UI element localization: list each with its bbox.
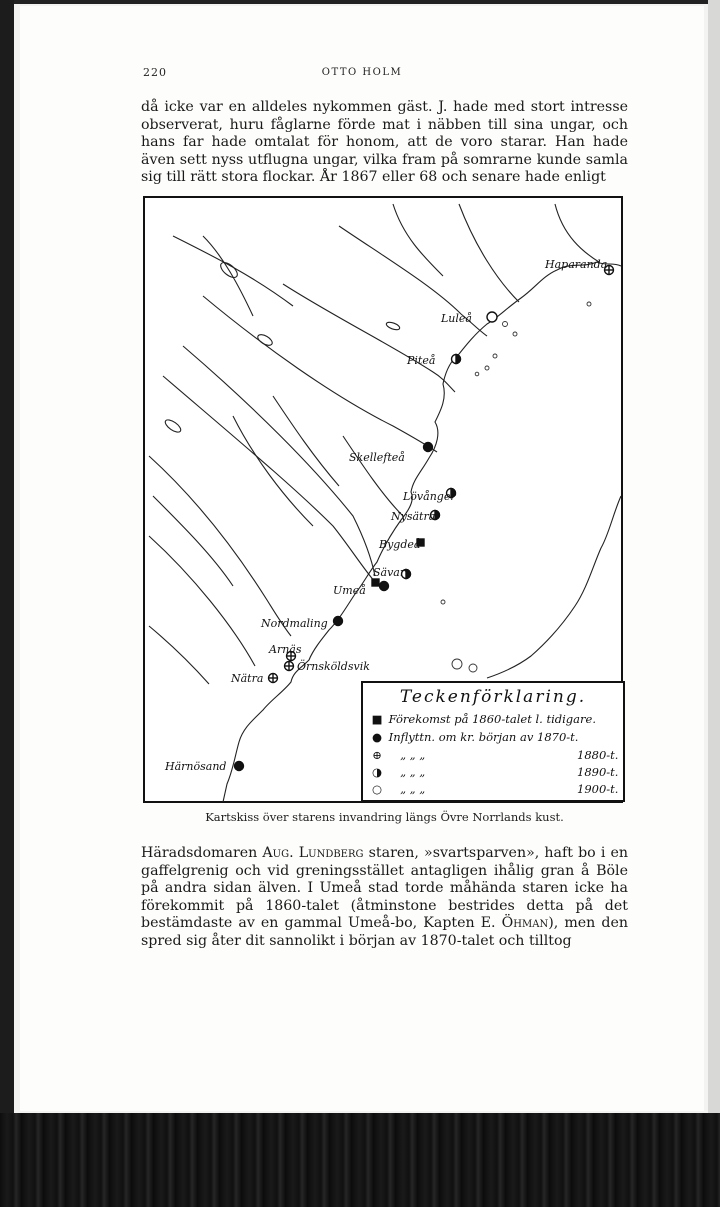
ditto-marks: „ „ „ bbox=[400, 765, 426, 779]
legend-year: 1890-t. bbox=[577, 765, 619, 779]
label-umea: Umeå bbox=[333, 584, 366, 597]
label-savar: Sävar bbox=[373, 566, 406, 579]
text-run: Häradsdomaren bbox=[141, 845, 263, 861]
legend-row bbox=[369, 712, 596, 730]
legend-row bbox=[369, 782, 619, 800]
label-ornskoldsvik: Örnsköldsvik bbox=[297, 660, 370, 673]
person-name: Öhman bbox=[501, 915, 549, 932]
label-lovanger: Lövånger bbox=[403, 490, 456, 503]
legend-row bbox=[369, 748, 619, 766]
running-head-author: OTTO HOLM bbox=[321, 67, 403, 78]
legend-year: 1900-t. bbox=[577, 782, 619, 796]
book-page bbox=[20, 6, 704, 1111]
crossed-circle-icon: ⊕ bbox=[372, 748, 382, 762]
page-number: 220 bbox=[143, 66, 167, 79]
map-figure bbox=[143, 196, 623, 803]
marker-nordmaling bbox=[334, 617, 343, 626]
person-name: Aug. Lundberg bbox=[262, 845, 364, 861]
figure-caption: Kartskiss över starens invandring längs Övre Norrlands kust. bbox=[205, 810, 564, 824]
scan-border-left bbox=[0, 0, 14, 1207]
label-skelleftea: Skellefteå bbox=[349, 451, 405, 464]
marker-umea-square bbox=[372, 579, 379, 586]
paragraph-top: då icke var en alldeles nykommen gäst. J. hade med stort intresse observerat, huru fåglarne förde mat i näbben till sina ungar, och hans far hade omtalat för honom, att de voro starar. Han hade även sett nyss utflugna ungar, vilka fram på somrarne kunde samla sig till rätt stora flockar. År 1867 eller 68 och senare hade enligt bbox=[141, 99, 628, 186]
legend-title: Teckenförklaring. bbox=[399, 687, 587, 707]
scan-border-top bbox=[14, 0, 708, 4]
label-lulea: Luleå bbox=[441, 312, 472, 325]
legend-text: Inflyttn. om kr. början av 1870-t. bbox=[388, 730, 579, 744]
legend-row bbox=[369, 730, 578, 748]
marker-umea-dot bbox=[380, 582, 389, 591]
scan-border-bottom bbox=[0, 1113, 720, 1207]
text-run: staren, »svartsparven», haft bo i en gaffelgrenig och vid greningsstället antagligen ihålig gran å Böle på andra sidan älven. I Umeå stad torde måhända staren icke ha förekommit på 1860-talet (åtminstone bestrides detta på det bestämdaste av en gammal Umeå-bo, Kapten E. bbox=[141, 845, 629, 932]
label-nordmaling: Nordmaling bbox=[261, 617, 328, 630]
map-legend bbox=[361, 681, 625, 802]
legend-row bbox=[369, 765, 619, 783]
label-harnosand: Härnösand bbox=[165, 760, 227, 773]
paragraph-bottom bbox=[141, 845, 628, 951]
legend-text: Förekomst på 1860-talet l. tidigare. bbox=[388, 712, 596, 726]
body-text-bottom bbox=[141, 845, 628, 951]
marker-harnosand bbox=[235, 762, 244, 771]
text-run: ), men den spred sig åter dit sannolikt i början av 1870-talet och tilltog bbox=[141, 915, 628, 949]
filled-circle-icon: ● bbox=[371, 730, 383, 744]
ditto-marks: „ „ „ bbox=[400, 782, 426, 796]
legend-year: 1880-t. bbox=[577, 748, 619, 762]
marker-lulea bbox=[487, 312, 497, 322]
body-text-top bbox=[141, 99, 628, 187]
scan-border-right bbox=[708, 0, 720, 1207]
label-pitea: Piteå bbox=[407, 354, 436, 367]
half-filled-circle-icon: ◑ bbox=[371, 765, 383, 779]
ditto-marks: „ „ „ bbox=[400, 748, 426, 762]
label-haparanda: Haparanda bbox=[545, 258, 608, 271]
open-circle-icon: ○ bbox=[371, 782, 383, 796]
running-header bbox=[20, 66, 704, 86]
label-natra: Nätra bbox=[231, 672, 264, 685]
label-nysatra: Nysätra bbox=[391, 510, 436, 523]
marker-skelleftea bbox=[424, 443, 433, 452]
label-bygdea: Bygdeå bbox=[379, 538, 421, 551]
filled-square-icon: ■ bbox=[371, 712, 383, 726]
label-arnas: Arnäs bbox=[269, 643, 302, 656]
